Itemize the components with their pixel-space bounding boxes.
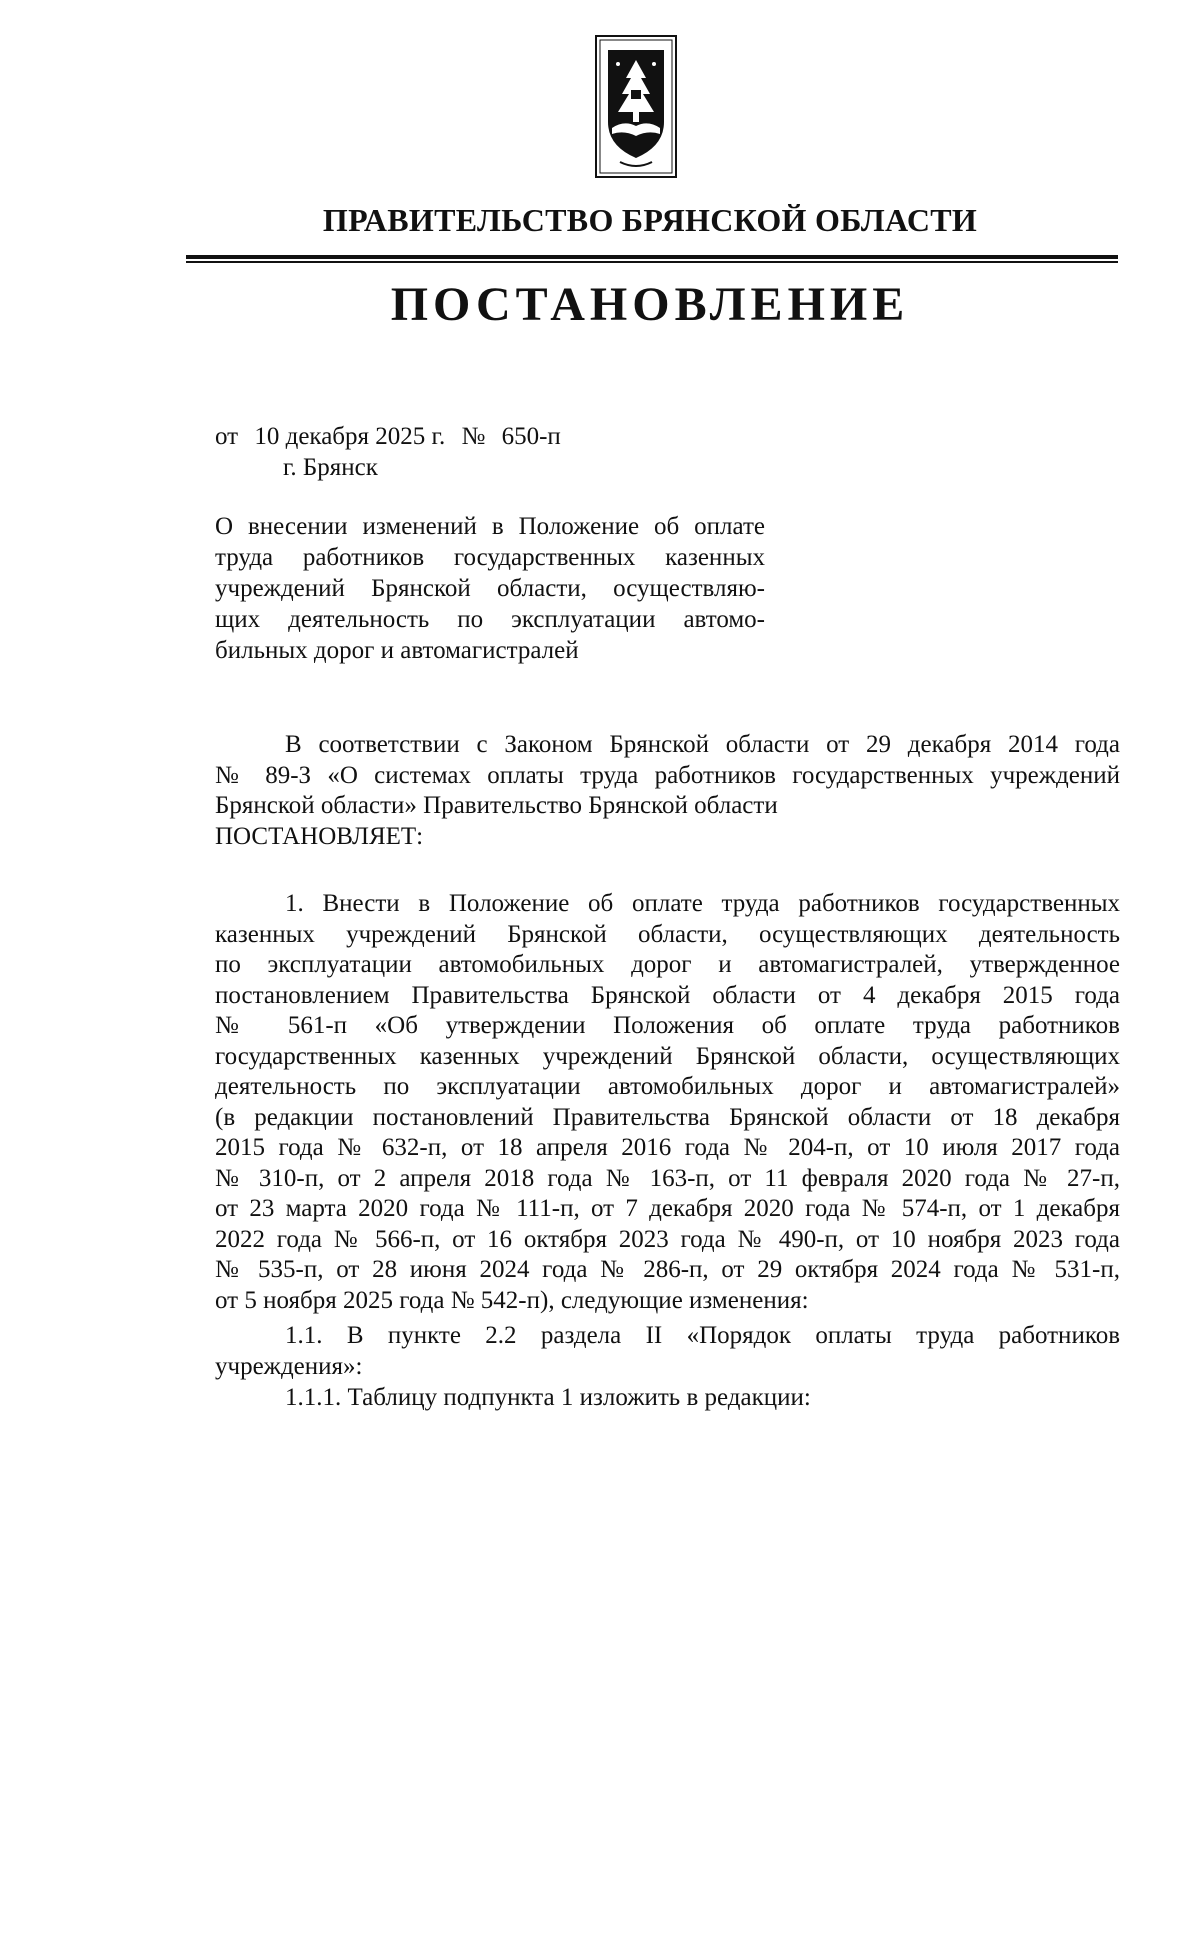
organization-title: ПРАВИТЕЛЬСТВО БРЯНСКОЙ ОБЛАСТИ bbox=[322, 202, 978, 238]
header-divider-thick bbox=[186, 255, 1118, 259]
resolves-keyword: ПОСТАНОВЛЯЕТ: bbox=[215, 822, 424, 850]
coat-of-arms-icon bbox=[594, 34, 678, 179]
item-1-line: 1. Внести в Положение об оплате труда работников государственных bbox=[285, 890, 1120, 917]
item-1-line: (в редакции постановлений Правительства Брянской области от 18 декабря bbox=[215, 1103, 1120, 1131]
item-1-1-1-paragraph bbox=[215, 1383, 1120, 1414]
subject-line: бильных дорог и автомагистралей bbox=[215, 637, 579, 664]
subject-line: труда работников государственных казенных bbox=[215, 544, 765, 571]
document-type-title: ПОСТАНОВЛЕНИЕ bbox=[390, 278, 910, 331]
city: г. Брянск bbox=[283, 454, 378, 481]
item-1-1-line: 1.1. В пункте 2.2 раздела II «Порядок оплаты труда работников bbox=[285, 1322, 1120, 1349]
item-1-1-line: учреждения»: bbox=[215, 1352, 363, 1380]
item-1-line: казенных учреждений Брянской области, осуществляющих деятельность bbox=[215, 920, 1120, 948]
document-number: 650-п bbox=[501, 423, 561, 450]
item-1-1-1-line: 1.1.1. Таблицу подпункта 1 изложить в редакции: bbox=[285, 1384, 811, 1411]
item-1-line: от 23 марта 2020 года № 111-п, от 7 декабря 2020 года № 574-п, от 1 декабря bbox=[215, 1195, 1120, 1222]
item-1-line: деятельность по эксплуатации автомобильных дорог и автомагистралей» bbox=[215, 1073, 1120, 1100]
item-1-line: № 535-п, от 28 июня 2024 года № 286-п, от 29 октября 2024 года № 531-п, bbox=[215, 1256, 1120, 1283]
date-number-line bbox=[215, 423, 571, 451]
item-1-line: по эксплуатации автомобильных дорог и автомагистралей, утвержденное bbox=[215, 951, 1120, 978]
item-1-1-paragraph bbox=[215, 1321, 1120, 1382]
subject-line: щих деятельность по эксплуатации автомо- bbox=[215, 606, 765, 633]
item-1-line: постановлением Правительства Брянской области от 4 декабря 2015 года bbox=[215, 981, 1120, 1009]
item-1-line: от 5 ноября 2025 года № 542-п), следующие изменения: bbox=[215, 1286, 809, 1314]
subject-line: учреждений Брянской области, осуществляю- bbox=[215, 575, 765, 602]
item-1-line: № 310-п, от 2 апреля 2018 года № 163-п, от 11 февраля 2020 года № 27-п, bbox=[215, 1164, 1120, 1192]
preamble-paragraph bbox=[215, 730, 1120, 852]
preamble-line: Брянской области» Правительство Брянской области bbox=[215, 792, 778, 819]
item-1-line: № 561-п «Об утверждении Положения об оплате труда работников bbox=[215, 1012, 1120, 1039]
subject-line: О внесении изменений в Положение об оплате bbox=[215, 513, 765, 540]
document-subject bbox=[215, 511, 765, 666]
header-divider-thin bbox=[186, 261, 1118, 263]
number-sign: № bbox=[461, 423, 486, 450]
preamble-line: № 89-З «О системах оплаты труда работников государственных учреждений bbox=[215, 761, 1120, 789]
item-1-line: государственных казенных учреждений Брянской области, осуществляющих bbox=[215, 1042, 1120, 1070]
from-prefix: от bbox=[215, 423, 239, 450]
document-date: 10 декабря 2025 г. bbox=[254, 423, 446, 450]
item-1-line: 2015 года № 632-п, от 18 апреля 2016 года № 204-п, от 10 июля 2017 года bbox=[215, 1134, 1120, 1161]
item-1-line: 2022 года № 566-п, от 16 октября 2023 года № 490-п, от 10 ноября 2023 года bbox=[215, 1225, 1120, 1253]
preamble-line: В соответствии с Законом Брянской области от 29 декабря 2014 года bbox=[285, 731, 1120, 758]
item-1-paragraph bbox=[215, 889, 1120, 1316]
